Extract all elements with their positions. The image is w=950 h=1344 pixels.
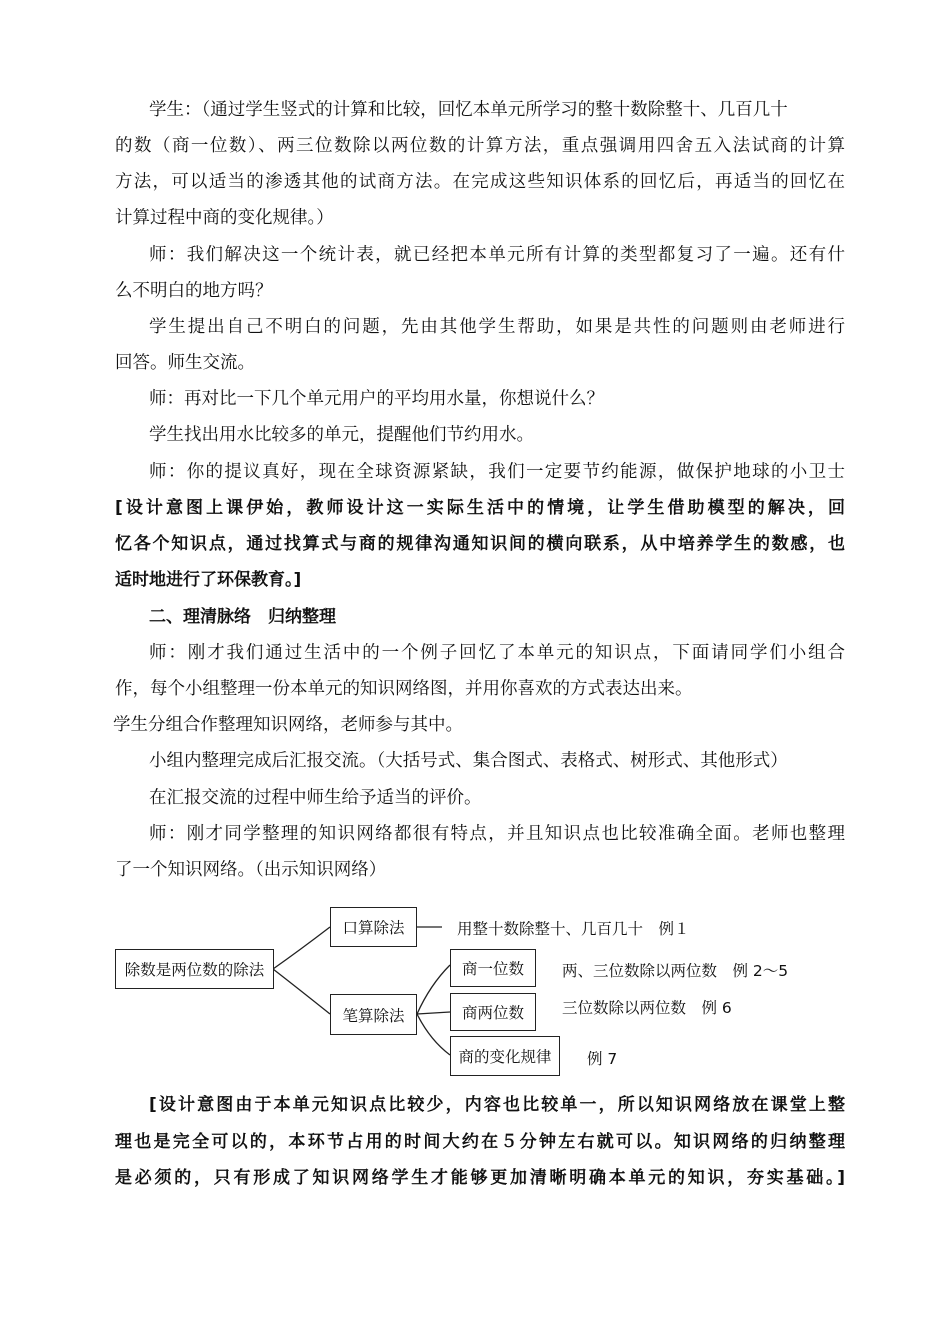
paragraph-line: 学生：（通过学生竖式的计算和比较，回忆本单元所学习的整十数除整十、几百几十 [149,100,788,120]
oral-note: 用整十数除整十、几百几十 例１ [457,920,690,938]
paragraph-line: 师：我们解决这一个统计表，就已经把本单元所有计算的类型都复习了一遍。还有什 [149,245,845,265]
paragraph-line: 作，每个小组整理一份本单元的知识网络图，并用你喜欢的方式表达出来。 [115,679,693,699]
paragraph-line: 了一个知识网络。（出示知识网络） [115,860,387,880]
design-intent-line: 理也是完全可以的，本环节占用的时间大约在５分钟左右就可以。知识网络的归纳整理 [115,1132,845,1152]
design-intent-line: [设计意图由于本单元知识点比较少，内容也比较单一，所以知识网络放在课堂上整 [149,1095,845,1115]
two-digit-note: 三位数除以两位数 例 6 [562,999,732,1017]
two-digit-quotient-node: 商两位数 [450,993,536,1031]
paragraph-line: 计算过程中商的变化规律。） [115,208,334,228]
paragraph-line: 师：再对比一下几个单元用户的平均用水量，你想说什么？ [149,389,604,409]
design-intent-line: 是必须的，只有形成了知识网络学生才能够更加清晰明确本单元的知识，夯实基础。] [115,1168,845,1188]
section-heading: 二、理清脉络 归纳整理 [149,607,336,627]
one-digit-quotient-node: 商一位数 [450,949,536,987]
design-intent-line: 忆各个知识点，通过找算式与商的规律沟通知识间的横向联系，从中培养学生的数感，也 [115,534,845,554]
paragraph-line: 师：刚才同学整理的知识网络都很有特点，并且知识点也比较准确全面。老师也整理 [149,824,845,844]
one-digit-note: 两、三位数除以两位数 例 2～5 [562,962,789,980]
paragraph-line: 方法，可以适当的渗透其他的试商方法。在完成这些知识体系的回忆后，再适当的回忆在 [115,172,845,192]
design-intent-line: [设计意图上课伊始，教师设计这一实际生活中的情境，让学生借助模型的解决，回 [115,498,845,518]
paragraph-line: 师：你的提议真好，现在全球资源紧缺，我们一定要节约能源，做保护地球的小卫士 [149,462,845,482]
paragraph-line: 么不明白的地方吗？ [115,281,273,301]
design-intent-line: 适时地进行了环保教育。] [115,570,302,590]
connector-root-oral [273,927,330,969]
paragraph-line: 回答。师生交流。 [115,353,255,373]
paragraph-line: 小组内整理完成后汇报交流。（大括号式、集合图式、表格式、树形式、其他形式） [149,751,788,771]
quotient-rule-node: 商的变化规律 [450,1036,560,1076]
root-node: 除数是两位数的除法 [115,949,274,989]
paragraph-line: 学生找出用水比较多的单元，提醒他们节约用水。 [149,425,534,445]
connector-written-rule [417,1014,450,1055]
connector-written-one [417,965,450,1014]
written-division-node: 笔算除法 [330,994,417,1035]
oral-division-node: 口算除法 [330,907,417,947]
rule-note: 例 7 [587,1050,618,1068]
paragraph-line: 的数（商一位数）、两三位数除以两位数的计算方法，重点强调用四舍五入法试商的计算 [115,136,845,156]
paragraph-line: 在汇报交流的过程中师生给予适当的评价。 [149,788,482,808]
paragraph-line: 师：刚才我们通过生活中的一个例子回忆了本单元的知识点，下面请同学们小组合 [149,643,845,663]
connector-written-two [417,1012,450,1014]
connector-root-written [273,969,330,1014]
paragraph-line: 学生提出自己不明白的问题，先由其他学生帮助，如果是共性的问题则由老师进行 [149,317,845,337]
paragraph-line: 学生分组合作整理知识网络，老师参与其中。 [113,715,463,735]
